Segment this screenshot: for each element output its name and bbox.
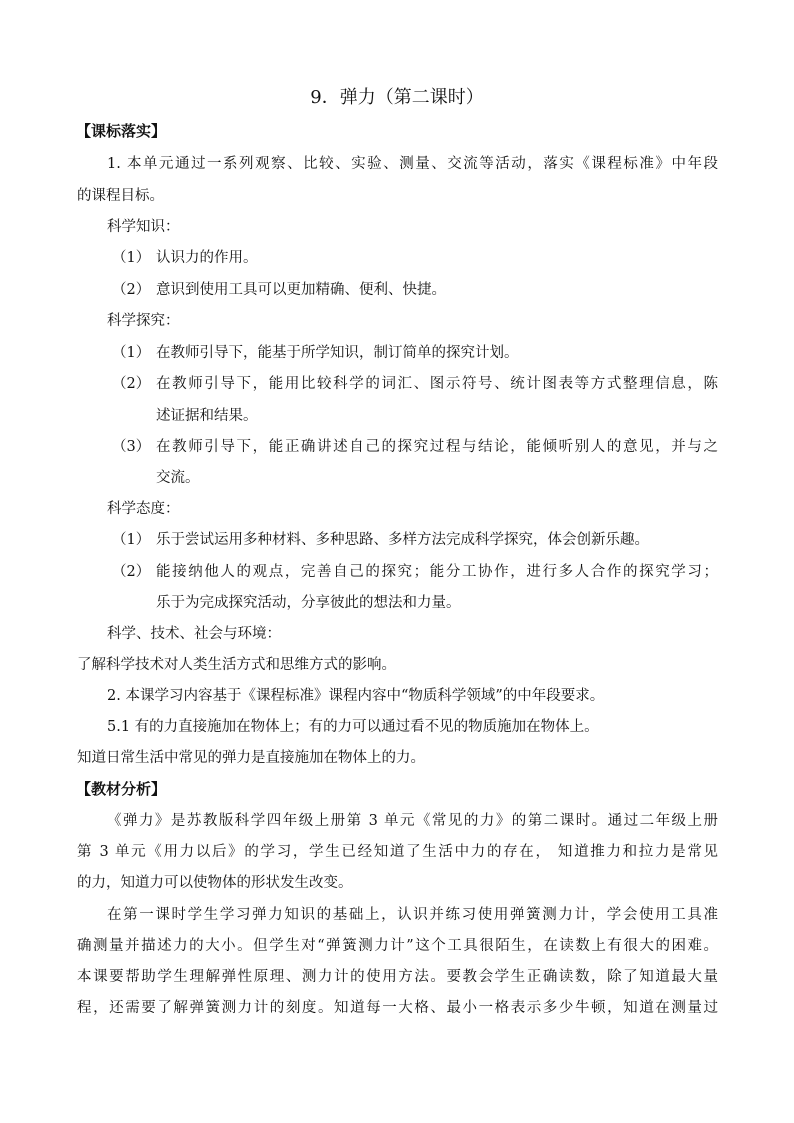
inquiry-item-1-num: （1） [112, 345, 151, 361]
requirement-line-3: 知道日常生活中常见的弹力是直接施加在物体上的力。 [77, 750, 425, 766]
analysis-p1-line-3: 的力，知道力可以使物体的形状发生改变。 [77, 875, 353, 891]
inquiry-item-2-num: （2） [112, 376, 151, 392]
requirement-line-1: 2. 本课学习内容基于《课程标准》课程内容中“物质科学领域”的中年段要求。 [107, 688, 605, 704]
analysis-p2-line-3: 本课要帮助学生理解弹性原理、测力计的使用方法。要教会学生正确读数，除了知道最大量 [77, 969, 718, 985]
inquiry-item-2-cont: 述证据和结果。 [156, 408, 258, 424]
knowledge-item-1-num: （1） [112, 250, 151, 266]
knowledge-label: 科学知识： [107, 219, 180, 235]
sts-text: 了解科学技术对人类生活方式和思维方式的影响。 [77, 657, 396, 673]
intro-line-2: 的课程目标。 [77, 188, 164, 204]
analysis-p1-line-1: 《弹力》是苏教版科学四年级上册第 3 单元《常见的力》的第二课时。通过二年级上册 [107, 813, 718, 829]
requirement-line-2: 5.1 有的力直接施加在物体上；有的力可以通过看不见的物质施加在物体上。 [107, 719, 599, 735]
inquiry-item-3-text: 在教师引导下，能正确讲述自己的探究过程与结论，能倾听别人的意见，并与之 [156, 439, 718, 455]
analysis-p2-line-1: 在第一课时学生学习弹力知识的基础上，认识并练习使用弹簧测力计，学会使用工具准 [107, 907, 718, 923]
inquiry-item-3-cont: 交流。 [156, 470, 200, 486]
inquiry-label: 科学探究： [107, 313, 180, 329]
analysis-heading: 【教材分析】 [76, 780, 167, 798]
knowledge-item-2-text: 意识到使用工具可以更加精确、便利、快捷。 [156, 282, 446, 298]
analysis-p1-line-2: 第 3 单元《用力以后》的学习，学生已经知道了生活中力的存在， 知道推力和拉力是常见 [77, 844, 718, 860]
analysis-p2-line-4: 程，还需要了解弹簧测力计的刻度。知道每一大格、最小一格表示多少牛顿，知道在测量过 [77, 1000, 718, 1016]
attitude-item-2-num: （2） [112, 564, 151, 580]
attitude-item-1-num: （1） [112, 532, 151, 548]
attitude-item-1-text: 乐于尝试运用多种材料、多种思路、多样方法完成科学探究，体会创新乐趣。 [156, 532, 649, 548]
analysis-p2-line-2: 确测量并描述力的大小。但学生对“弹簧测力计”这个工具很陌生，在读数上有很大的困难。 [77, 938, 718, 954]
sts-label: 科学、技术、社会与环境： [107, 626, 281, 642]
intro-line-1: 1. 本单元通过一系列观察、比较、实验、测量、交流等活动，落实《课程标准》中年段 [107, 156, 718, 172]
knowledge-item-1-text: 认识力的作用。 [156, 250, 258, 266]
inquiry-item-2-text: 在教师引导下，能用比较科学的词汇、图示符号、统计图表等方式整理信息，陈 [156, 376, 718, 392]
attitude-item-2-text: 能接纳他人的观点，完善自己的探究；能分工协作，进行多人合作的探究学习； [156, 564, 718, 580]
inquiry-item-1-text: 在教师引导下，能基于所学知识，制订简单的探究计划。 [156, 345, 519, 361]
standards-heading: 【课标落实】 [76, 122, 167, 140]
inquiry-item-3-num: （3） [112, 439, 151, 455]
knowledge-item-2-num: （2） [112, 282, 151, 298]
attitude-label: 科学态度： [107, 501, 180, 517]
attitude-item-2-cont: 乐于为完成探究活动，分享彼此的想法和力量。 [156, 595, 461, 611]
document-title: 9．弹力（第二课时） [310, 87, 484, 108]
